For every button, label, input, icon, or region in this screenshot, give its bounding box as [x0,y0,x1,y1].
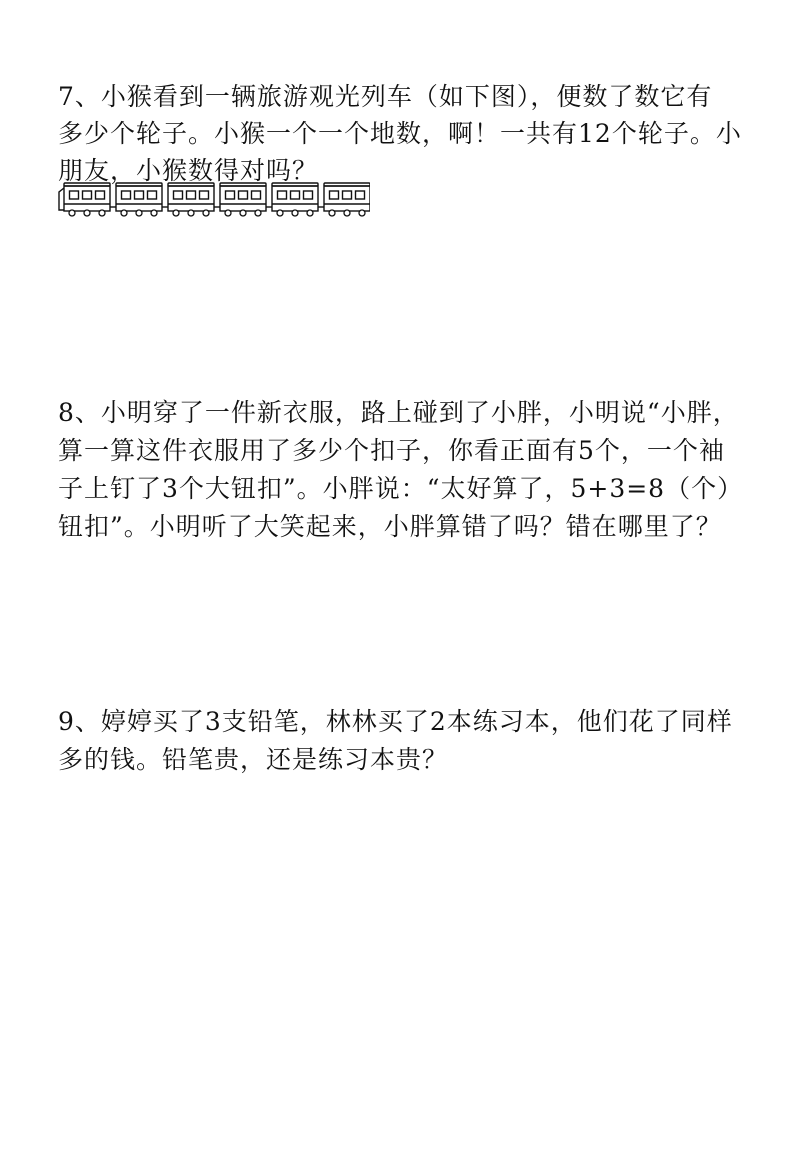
problem-9-line-2: 多的钱。铅笔贵，还是练习本贵？ [58,745,449,774]
train-window [70,191,79,199]
problem-7 [58,78,758,189]
problem-9 [58,703,758,779]
train-front [59,188,64,210]
train-window [83,191,92,199]
train-window [226,191,235,199]
problem-8-line-2: 算一算这件衣服用了多少个扣子，你看正面有5个，一个袖 [58,436,725,465]
train-window [200,191,209,199]
train-icon [58,180,370,218]
problem-7-line-2: 多少个轮子。小猴一个一个地数，啊！一共有12个轮子。小 [58,119,742,148]
train-window [304,191,313,199]
train-wheel [69,210,75,216]
train-wheel [255,210,261,216]
train-window [135,191,144,199]
train-wheel [121,210,127,216]
problem-8 [58,394,758,546]
train-window [343,191,352,199]
problem-7-line-1: 7、小猴看到一辆旅游观光列车（如下图），便数了数它有 [58,82,713,111]
train-wheel [84,210,90,216]
train-wheel [292,210,298,216]
train-wheel [136,210,142,216]
train-window [356,191,365,199]
train-wheel [277,210,283,216]
train-window [291,191,300,199]
train-wheel [307,210,313,216]
train-wheel [99,210,105,216]
train-window [148,191,157,199]
problem-8-line-1: 8、小明穿了一件新衣服，路上碰到了小胖，小明说“小胖， [58,398,739,427]
train-wheel [359,210,365,216]
train-window [96,191,105,199]
train-window [278,191,287,199]
problem-7-line-3: 朋友，小猴数得对吗？ [58,156,319,185]
train-window [252,191,261,199]
train-wheel [173,210,179,216]
train-wheel [225,210,231,216]
train-wheel [151,210,157,216]
train-wheel [329,210,335,216]
train-window [239,191,248,199]
train-window [122,191,131,199]
train-wheel [203,210,209,216]
train-window [174,191,183,199]
problem-8-line-3: 子上钉了3个大钮扣”。小胖说：“太好算了，5+3=8（个） [58,474,744,503]
train-wheel [188,210,194,216]
problem-8-line-4: 钮扣”。小明听了大笑起来，小胖算错了吗？错在哪里了？ [58,512,722,541]
problem-9-line-1: 9、婷婷买了3支铅笔，林林买了2本练习本，他们花了同样 [58,707,733,736]
train-wheel [344,210,350,216]
train-window [330,191,339,199]
train-window [187,191,196,199]
train-wheel [240,210,246,216]
